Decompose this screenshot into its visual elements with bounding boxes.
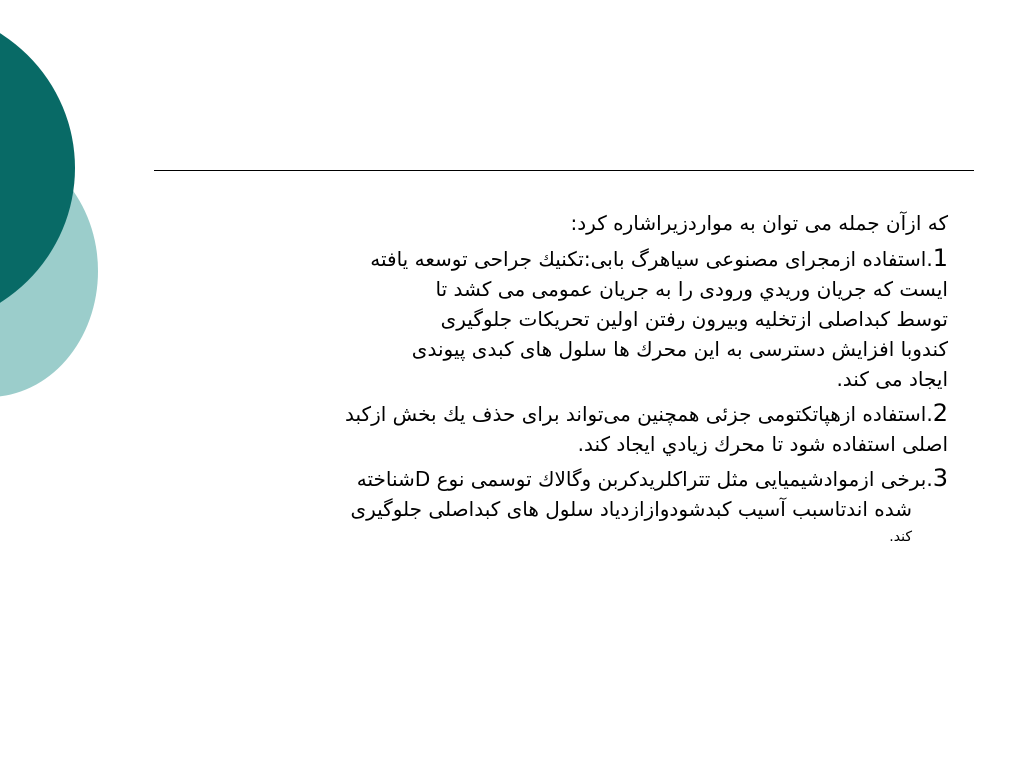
- slide-body: [130, 207, 948, 554]
- list-item-2-line-1: 2.استفاده ازهپاتکتومی جزئی همچنین می‌تواند برای حذف يك بخش ازکبد: [345, 399, 948, 427]
- list-item-1-line-4: کندوبا افزایش دسترسی به این محرك ها سلول های کبدی پیوندی: [411, 337, 948, 361]
- list-item-1-line-1: 1.استفاده ازمجرای مصنوعی سیاهرگ بابی:تکنيك جراحی توسعه یافته: [370, 244, 948, 272]
- list-item-1-line-3: توسط کبداصلی ازتخلیه وبیرون رفتن اولین تحریکات جلوگیری: [440, 307, 948, 331]
- list-item-1-number: 1: [932, 244, 948, 272]
- intro-text: که ازآن جمله می توان به مواردزيراشاره کرد:: [570, 211, 948, 235]
- list-item-3-line-1: 3.برخی ازموادشیمیایی مثل تتراکلریدکربن وگالاك توسمی نوع Dشناخته: [356, 464, 948, 492]
- list-item-2: [130, 398, 948, 459]
- list-item-2-line-2: اصلی استفاده شود تا محرك زيادي ایجاد کند.: [577, 432, 948, 456]
- list-item-1: [130, 243, 948, 394]
- list-item-2-number: 2: [932, 399, 948, 427]
- list-item-3-number: 3: [932, 464, 948, 492]
- list-item-3: [130, 463, 948, 550]
- list-item-1-line-2: ایست که جریان وريدي ورودی را به جریان عمومی می کشد تا: [435, 277, 948, 301]
- title-divider: [154, 170, 974, 171]
- list-item-3-line-2: شده اندتاسبب آسیب کبدشودوازازدیاد سلول های کبداصلی جلوگیری: [350, 497, 912, 521]
- list-item-1-line-5: ایجاد می کند.: [836, 367, 948, 391]
- list-item-3-line-3: کند.: [889, 529, 912, 545]
